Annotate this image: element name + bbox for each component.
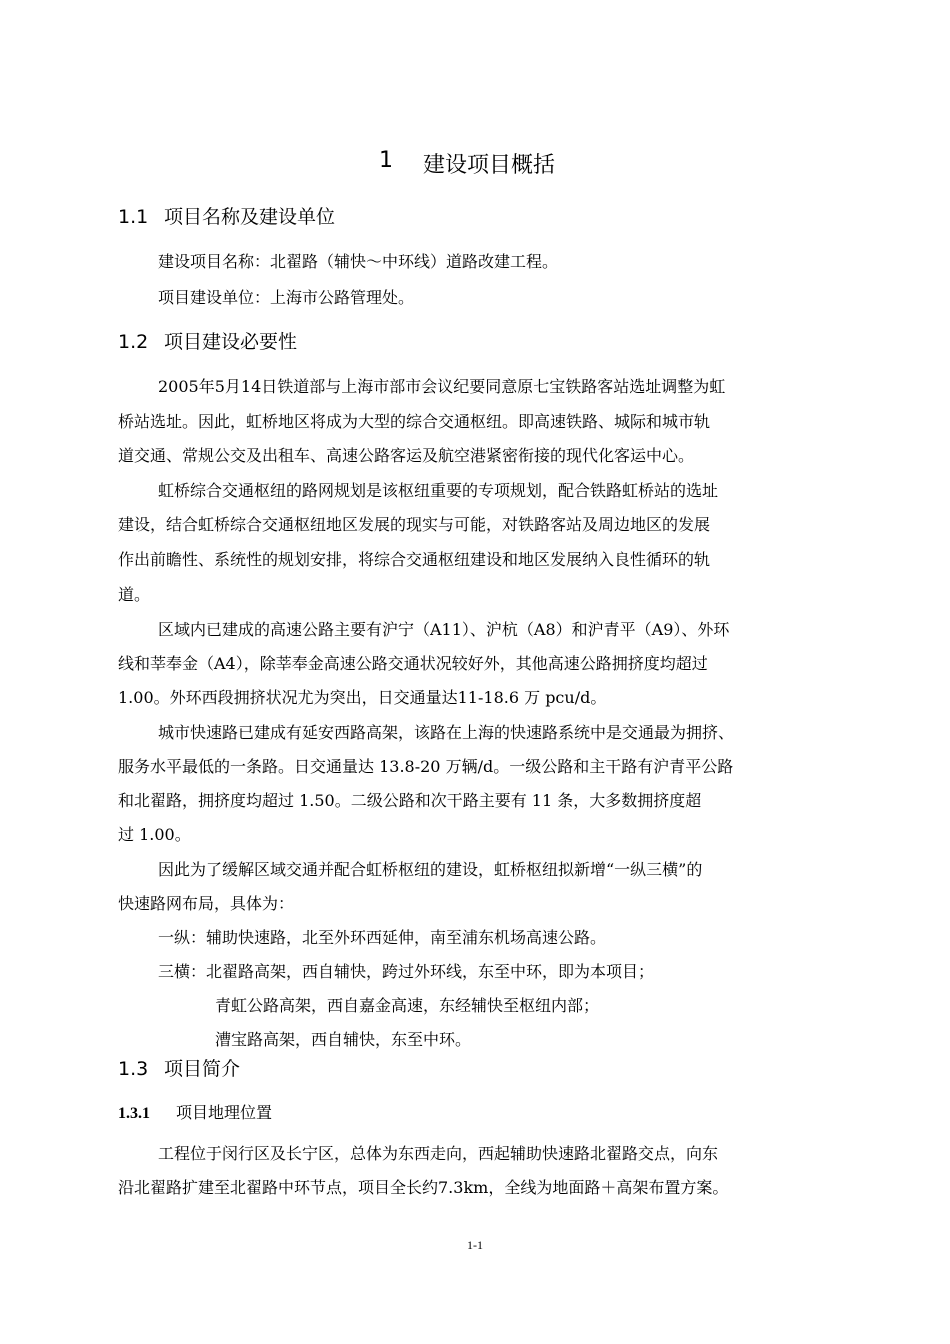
paragraph-line: 道。 xyxy=(118,585,151,604)
paragraph-line: 作出前瞻性、系统性的规划安排，将综合交通枢纽建设和地区发展纳入良性循环的轨 xyxy=(118,550,711,569)
paragraph-line: 三横：北翟路高架，西自辅快，跨过外环线，东至中环，即为本项目； xyxy=(158,962,655,981)
paragraph-line: 线和莘奉金（A4），除莘奉金高速公路交通状况较好外，其他高速公路拥挤度均超过 xyxy=(118,654,708,673)
paragraph-line: 2005年5月14日铁道部与上海市部市会议纪要同意原七宝铁路客站选址调整为虹 xyxy=(158,377,726,396)
paragraph-line: 一纵：辅助快速路，北至外环西延伸，南至浦东机场高速公路。 xyxy=(158,928,607,947)
paragraph-line: 漕宝路高架，西自辅快，东至中环。 xyxy=(215,1030,472,1049)
chapter-heading xyxy=(379,148,619,178)
section-number: 1.2 xyxy=(118,331,149,353)
chapter-number: 1 xyxy=(379,148,393,173)
paragraph-line: 沿北翟路扩建至北翟路中环节点，项目全长约7.3km，全线为地面路＋高架布置方案。 xyxy=(118,1178,729,1197)
paragraph-line: 虹桥综合交通枢纽的路网规划是该枢纽重要的专项规划，配合铁路虹桥站的选址 xyxy=(158,481,719,500)
section-heading-1-2 xyxy=(118,327,297,354)
section-heading-1-1 xyxy=(118,202,335,229)
paragraph-line: 区域内已建成的高速公路主要有沪宁（A11）、沪杭（A8）和沪青平（A9）、外环 xyxy=(158,620,730,639)
subsection-title: 项目地理位置 xyxy=(176,1103,273,1122)
paragraph-line: 项目建设单位：上海市公路管理处。 xyxy=(158,288,415,307)
section-title: 项目建设必要性 xyxy=(164,331,298,353)
paragraph-line: 建设项目名称：北翟路（辅快～中环线）道路改建工程。 xyxy=(158,252,559,271)
section-heading-1-3 xyxy=(118,1054,240,1081)
paragraph-line: 服务水平最低的一条路。日交通量达 13.8-20 万辆/d。一级公路和主干路有沪青平公路 xyxy=(118,757,734,776)
page-number: 1-1 xyxy=(467,1238,483,1252)
paragraph-line: 青虹公路高架，西自嘉金高速，东经辅快至枢纽内部； xyxy=(215,996,600,1015)
paragraph-line: 城市快速路已建成有延安西路高架，该路在上海的快速路系统中是交通最为拥挤、 xyxy=(158,723,735,742)
section-number: 1.3 xyxy=(118,1058,149,1080)
paragraph-line: 1.00。外环西段拥挤状况尤为突出，日交通量达11-18.6 万 pcu/d。 xyxy=(118,688,607,707)
subsection-heading-1-3-1 xyxy=(118,1100,272,1123)
subsection-number: 1.3.1 xyxy=(118,1105,150,1122)
paragraph-line: 快速路网布局，具体为： xyxy=(118,894,295,913)
paragraph-line: 桥站选址。因此，虹桥地区将成为大型的综合交通枢纽。即高速铁路、城际和城市轨 xyxy=(118,412,711,431)
paragraph-line: 道交通、常规公交及出租车、高速公路客运及航空港紧密衔接的现代化客运中心。 xyxy=(118,446,695,465)
paragraph-line: 和北翟路，拥挤度均超过 1.50。二级公路和次干路主要有 11 条，大多数拥挤度超 xyxy=(118,791,702,810)
paragraph-line: 工程位于闵行区及长宁区，总体为东西走向，西起辅助快速路北翟路交点，向东 xyxy=(158,1144,719,1163)
section-title: 项目简介 xyxy=(164,1058,241,1080)
paragraph-line: 因此为了缓解区域交通并配合虹桥枢纽的建设，虹桥枢纽拟新增“一纵三横”的 xyxy=(158,860,703,879)
chapter-title: 建设项目概括 xyxy=(423,153,556,178)
paragraph-line: 过 1.00。 xyxy=(118,825,191,844)
paragraph-line: 建设，结合虹桥综合交通枢纽地区发展的现实与可能，对铁路客站及周边地区的发展 xyxy=(118,515,711,534)
section-number: 1.1 xyxy=(118,206,149,228)
section-title: 项目名称及建设单位 xyxy=(164,206,336,228)
